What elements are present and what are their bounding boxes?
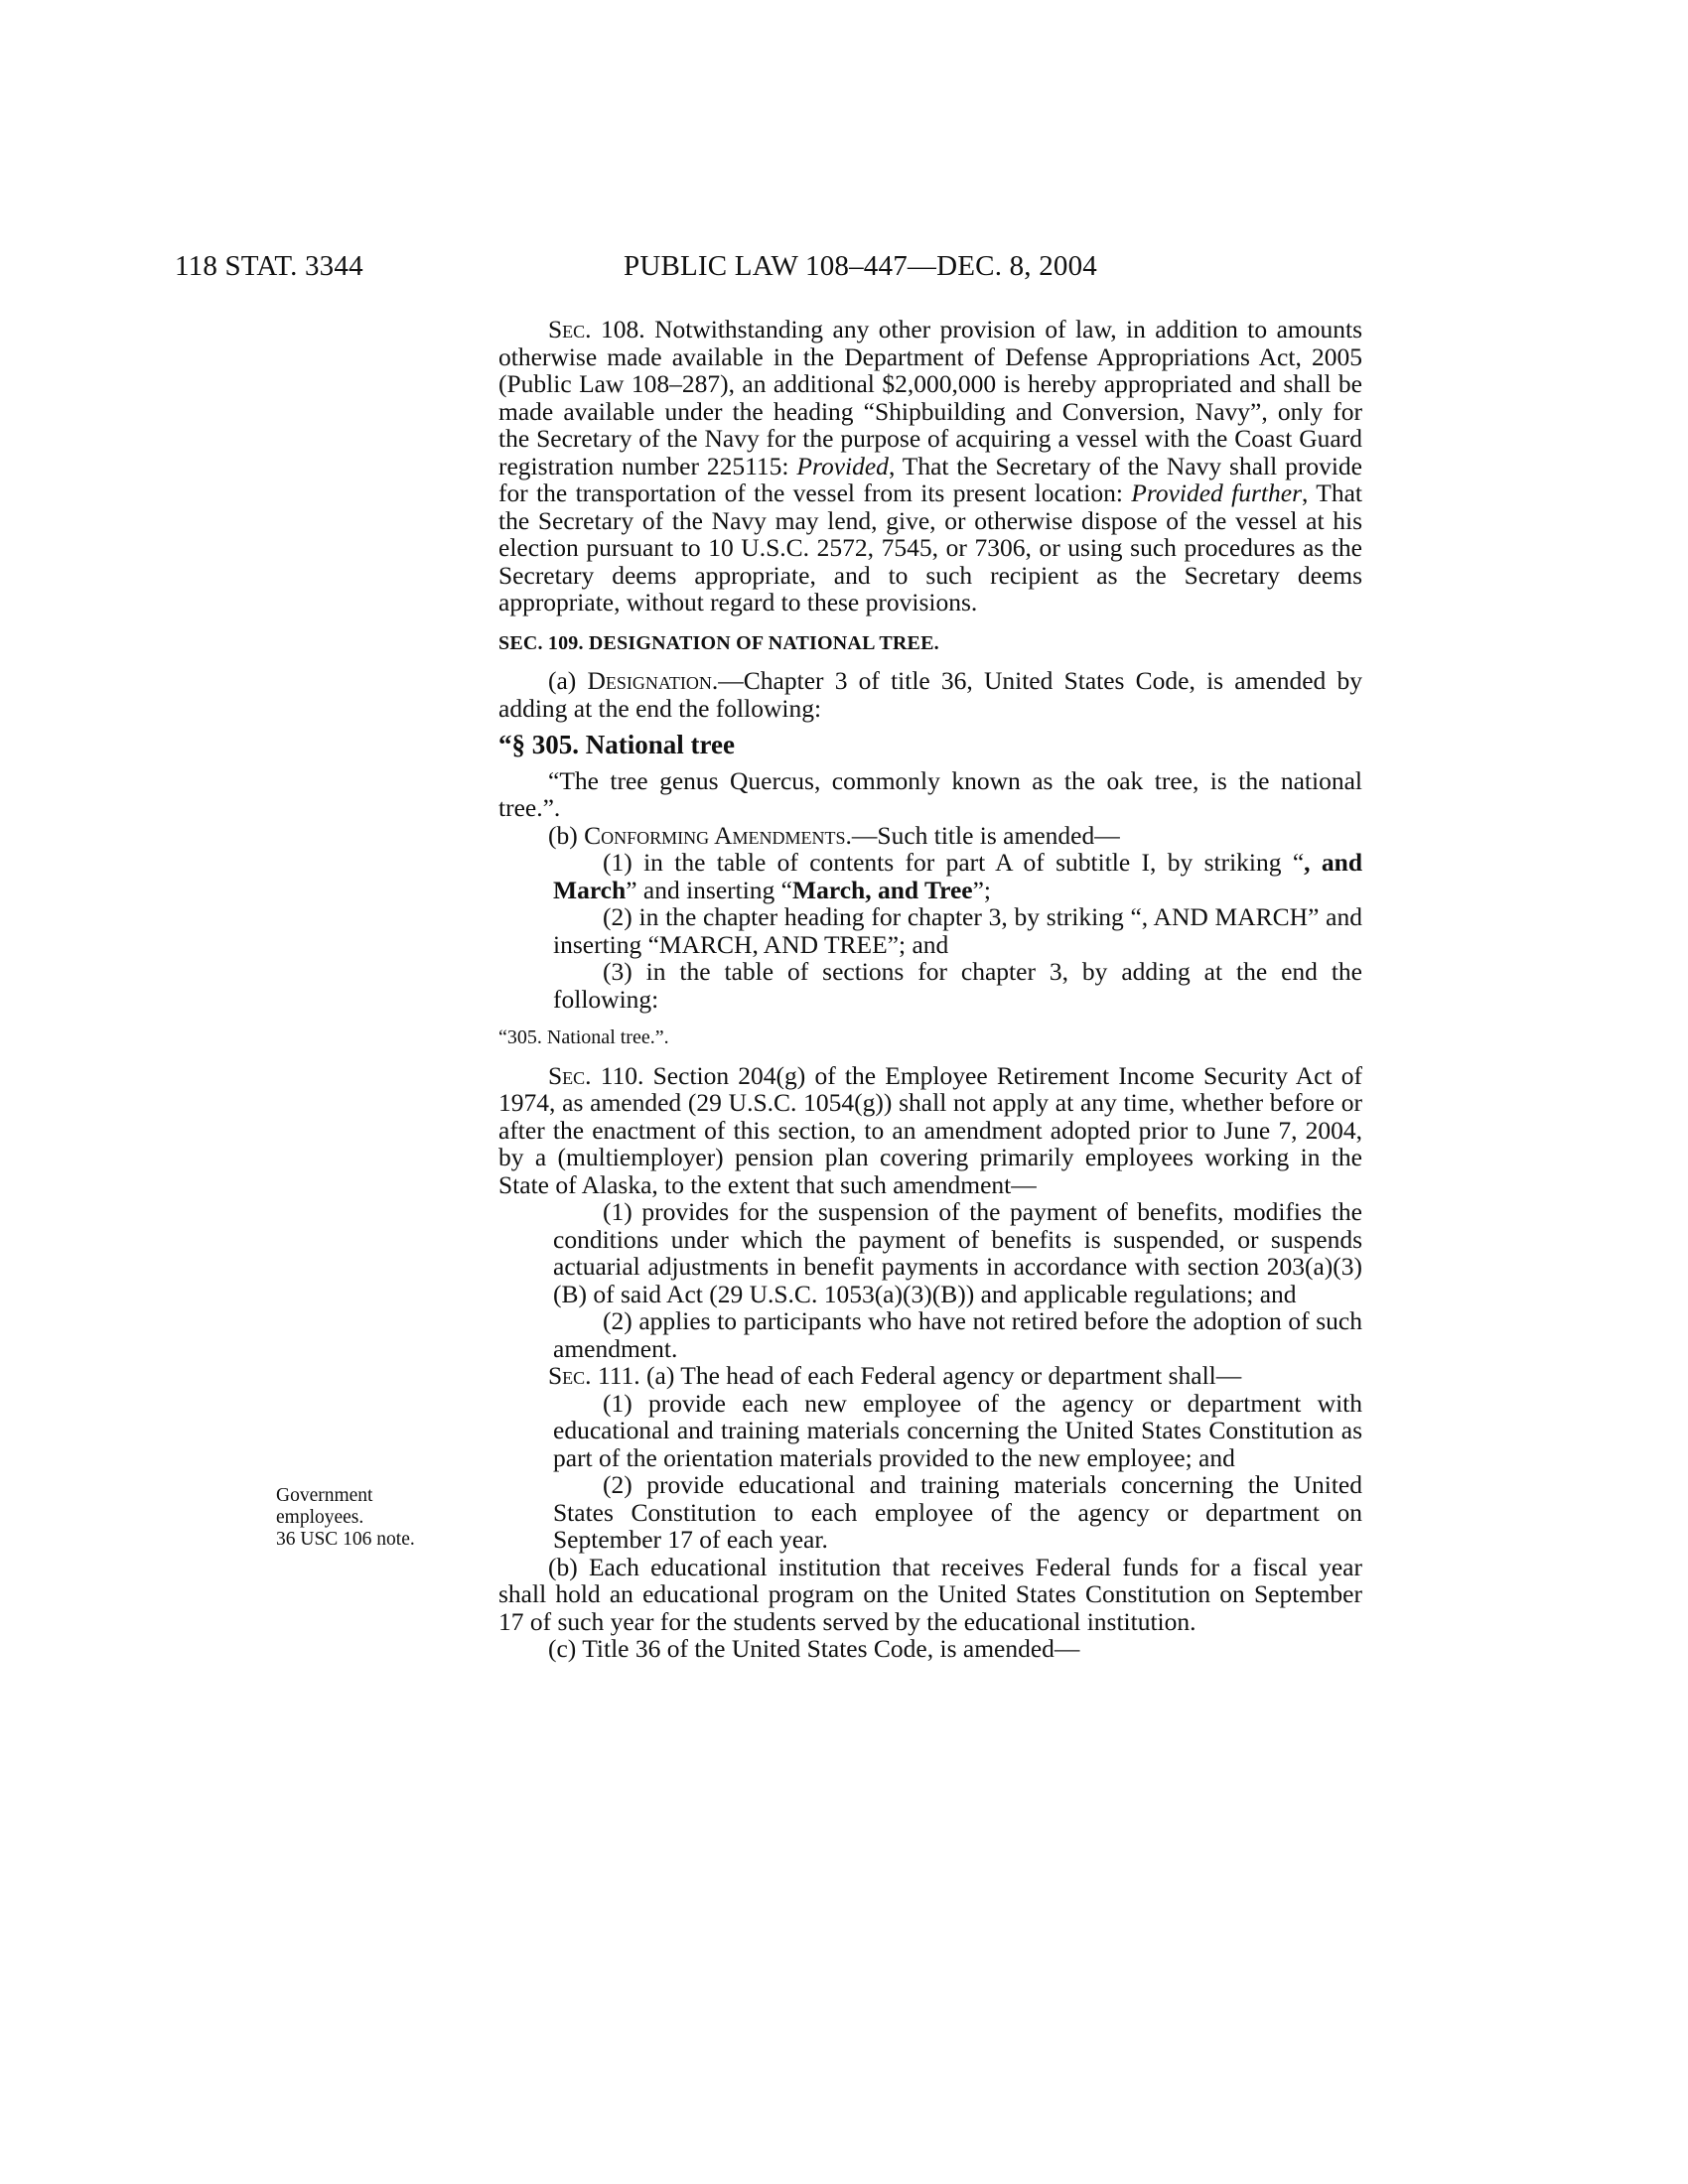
- statute-body: [498, 316, 1362, 1663]
- inserted-text: March, and Tree: [792, 875, 973, 904]
- paragraph-item: (2) provide educational and training materials concerning the United States Constitution to each employee of the agency or department on September 17 of each year.: [553, 1470, 1362, 1554]
- section-109-b: [498, 822, 1362, 850]
- margin-note-line: Government: [276, 1485, 373, 1506]
- margin-note: [276, 1485, 475, 1551]
- struck-text: , and March: [553, 848, 1363, 904]
- sec-108-text-c: , That the Secretary of the Navy may lend, give, or otherwise dispose of the vessel at his election pursuant to 10 U.S.C. 2572, 7545, or 7306, or using such procedures as the Secretary deems appropriate, and to such recipient as the Secretary deems appropriate, without regard to these provisions.: [498, 478, 1362, 616]
- subsection-text: .—Chapter 3 of title 36, United States Code, is amended by adding at the end the following:: [498, 666, 1362, 723]
- sec-108-text-a: 108. Notwithstanding any other provision of law, in addition to amounts otherwise made available in the Department of Defense Appropriations Act, 2005 (Public Law 108–287), an additional $2,000,000 is hereby appropriated and shall be made available under the heading “Shipbuilding and Conversion, Navy”, only for the Secretary of the Navy for the purpose of acquiring a vessel with the Coast Guard registration number 225115:: [498, 315, 1362, 480]
- paragraph-item: (2) in the chapter heading for chapter 3, by striking “, AND MARCH” and inserting “MARCH, AND TREE”; and: [553, 902, 1362, 959]
- sec-110-text: 110. Section 204(g) of the Employee Retirement Income Security Act of 1974, as amended (29 U.S.C. 1054(g)) shall not apply at any time, whether before or after the enactment of this section, to an amendment adopted prior to June 7, 2004, by a (multiemployer) pension plan covering primarily employees working in the State of Alaska, to the extent that such amendment—: [498, 1060, 1362, 1199]
- paragraph-item: [553, 849, 1362, 903]
- margin-note-line: employees.: [276, 1507, 364, 1528]
- provided-term: Provided: [796, 451, 889, 480]
- section-108: [498, 316, 1362, 616]
- section-305-title: “§ 305. National tree: [498, 730, 735, 759]
- provided-further-term: Provided further: [1131, 478, 1302, 507]
- subsection-label: (a): [548, 666, 588, 695]
- subsection-caption: Conforming Amendments: [584, 820, 846, 850]
- item-text: ”;: [972, 875, 991, 904]
- sec-label: Sec.: [548, 1060, 592, 1090]
- item-text: ” and inserting “: [626, 875, 793, 904]
- section-109-a: [498, 667, 1362, 722]
- sec-label: Sec.: [548, 1361, 592, 1390]
- margin-note-line: 36 USC 106 note.: [276, 1529, 415, 1550]
- paragraph-item: (2) applies to participants who have not retired before the adoption of such amendment.: [553, 1306, 1362, 1363]
- subsection-text: .—Such title is amended—: [845, 820, 1120, 850]
- sec-108-text-b: , That the Secretary of the Navy shall provide for the transportation of the vessel from its present location:: [498, 451, 1362, 507]
- section-111-b: (b) Each educational institution that receives Federal funds for a fiscal year shall hold an educational program on the United States Constitution on September 17 of such year for the students served by the educational institution.: [498, 1552, 1362, 1636]
- sec-111-text: 111. (a) The head of each Federal agency or department shall—: [591, 1361, 1242, 1390]
- subsection-label: (b): [548, 820, 585, 850]
- paragraph-item: (1) provide each new employee of the agency or department with educational and training materials concerning the United States Constitution as part of the orientation materials provided to the new employee; and: [553, 1388, 1362, 1472]
- item-text: (1) in the table of contents for part A of subtitle I, by striking “: [603, 848, 1305, 877]
- paragraph-item: (3) in the table of sections for chapter 3, by adding at the end the following:: [553, 957, 1362, 1014]
- running-head: PUBLIC LAW 108–447—DEC. 8, 2004: [624, 250, 1098, 282]
- table-of-sections-entry: “305. National tree.”.: [498, 1026, 669, 1048]
- section-110: [498, 1062, 1362, 1199]
- subsection-caption: Designation: [587, 666, 712, 695]
- section-109-heading: SEC. 109. DESIGNATION OF NATIONAL TREE.: [498, 631, 939, 654]
- sec-label: Sec.: [548, 315, 592, 343]
- section-305-text: “The tree genus Quercus, commonly known as the oak tree, is the national tree.”.: [498, 765, 1362, 822]
- paragraph-item: (1) provides for the suspension of the payment of benefits, modifies the conditions under which the payment of benefits is suspended, or suspends actuarial adjustments in benefit payments in accordance with section 203(a)(3)(B) of said Act (29 U.S.C. 1053(a)(3)(B)) and applicable regulations; and: [553, 1197, 1362, 1308]
- stat-page-number: 118 STAT. 3344: [175, 250, 363, 282]
- section-111-c: (c) Title 36 of the United States Code, is amended—: [548, 1634, 1080, 1663]
- page-header: [0, 250, 1688, 286]
- section-111: [498, 1362, 1362, 1390]
